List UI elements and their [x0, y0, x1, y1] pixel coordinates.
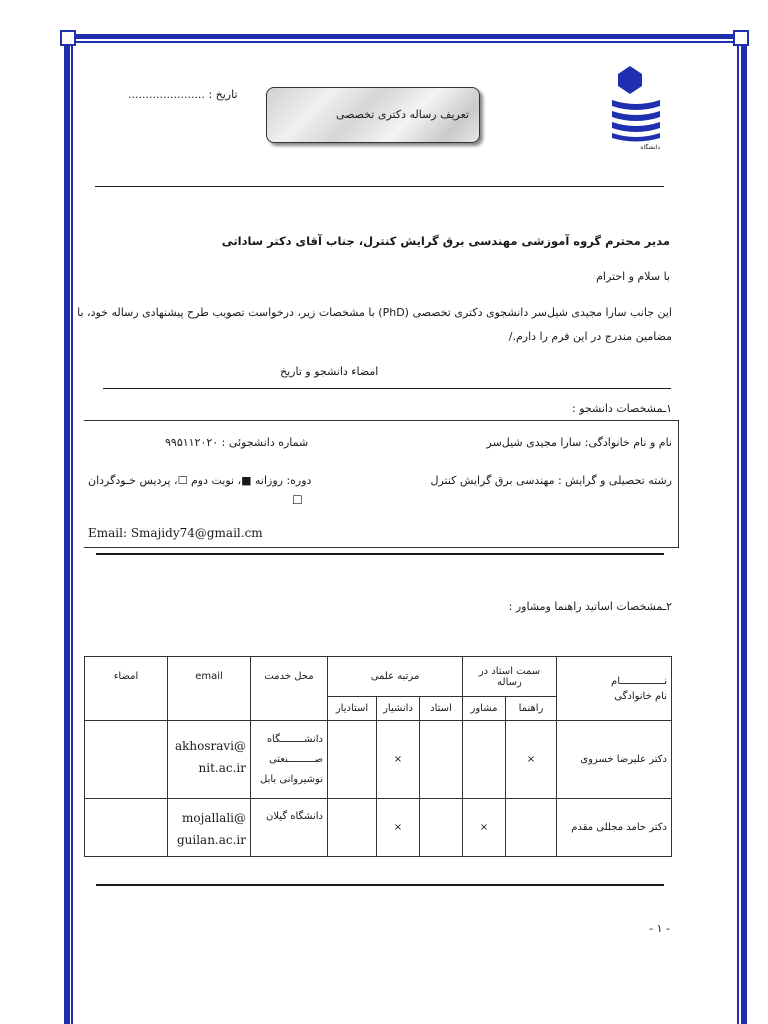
letter-body-line2: مضامین مندرج در این فرم را دارم./	[508, 330, 672, 343]
table-divider	[96, 884, 664, 886]
advisors-section-title: ۲ـمشخصات اساتید راهنما ومشاور :	[508, 600, 672, 613]
page-frame-left	[64, 34, 70, 1024]
form-title-box	[266, 87, 480, 143]
page-frame-top	[64, 34, 747, 39]
advisor-email	[168, 721, 251, 799]
advisor-workplace	[251, 799, 328, 857]
student-course[interactable]: دوره: روزانه ■، نوبت دوم ☐، پردیس خـودگردان	[88, 474, 312, 487]
advisor-workplace	[251, 721, 328, 799]
workplace-line2: صـــــــــنعتی	[268, 753, 323, 765]
university-logo	[608, 64, 664, 154]
cell-advisor	[463, 721, 506, 799]
date-label: تاریخ :	[208, 88, 238, 101]
workplace-line3: نوشیروانی بابل	[260, 773, 323, 785]
logo-caption: دانشگاه	[640, 144, 660, 151]
letter-body-line1: این جانب سارا مجیدی شیل‌سر دانشجوی دکتری تخصصی (PhD) با مشخصات زیر، درخواست تصویب طرح پیشنهادی رساله خود، با	[77, 306, 672, 319]
header-name: نـــــــــــــــام	[611, 675, 667, 687]
cell-assoc: ×	[377, 799, 420, 857]
advisors-table	[84, 656, 672, 857]
course-checkbox[interactable]: ☐	[292, 493, 303, 507]
student-section-title: ۱ـمشخصات دانشجو :	[572, 402, 672, 415]
cell-guide	[506, 799, 557, 857]
email-line2: guilan.ac.ir	[176, 833, 246, 847]
cell-assoc: ×	[377, 721, 420, 799]
cell-advisor: ×	[463, 799, 506, 857]
cell-assist	[328, 721, 377, 799]
email-line1: akhosravi@	[174, 739, 246, 753]
email-line2: nit.ac.ir	[198, 761, 246, 775]
advisor-signature	[85, 721, 168, 799]
header-signature: امضاء	[85, 657, 168, 721]
header-divider	[95, 186, 664, 187]
header-name-cell	[557, 657, 672, 721]
cell-prof	[420, 799, 463, 857]
header-family: نام خانوادگی	[614, 690, 667, 702]
date-placeholder[interactable]: ......................	[128, 88, 205, 101]
page-frame-right-inner	[737, 40, 739, 1024]
student-id: شماره دانشجوئی : ۹۹۵۱۱۲۰۲۰	[165, 436, 309, 449]
letter-greeting: با سلام و احترام	[596, 270, 670, 283]
student-divider	[96, 553, 664, 555]
advisor-name: دکتر علیرضا خسروی	[557, 721, 672, 799]
letter-addressee: مدیر محترم گروه آموزشی مهندسی برق گرایش کنترل، جناب آقای دکتر ساداتی	[221, 234, 670, 248]
date-field	[128, 88, 238, 101]
table-row	[85, 799, 672, 857]
cell-prof	[420, 721, 463, 799]
letter-divider	[103, 388, 671, 389]
frame-corner-top-left	[60, 30, 76, 46]
header-email: email	[168, 657, 251, 721]
header-rank-assist: استادیار	[328, 697, 377, 721]
email-line1: mojallali@	[182, 811, 246, 825]
header-role-guide: راهنما	[506, 697, 557, 721]
student-signature-label: امضاء دانشجو و تاریخ	[280, 365, 379, 378]
advisor-signature	[85, 799, 168, 857]
cell-assist	[328, 799, 377, 857]
header-workplace: محل خدمت	[251, 657, 328, 721]
student-name: نام و نام خانوادگی: سارا مجیدی شیل‌سر	[486, 436, 672, 449]
header-rank: مرتبه علمی	[328, 657, 463, 697]
workplace-line1: دانشگاه گیلان	[265, 811, 323, 822]
advisor-name: دکتر حامد مجللی مقدم	[557, 799, 672, 857]
student-email: Email: Smajidy74@gmail.cm	[88, 526, 263, 540]
page-frame-left-inner	[71, 40, 73, 1024]
form-title: تعریف رساله دکتری تخصصی	[335, 108, 469, 121]
cell-guide: ×	[506, 721, 557, 799]
header-rank-assoc: دانشیار	[377, 697, 420, 721]
header-role-advisor: مشاور	[463, 697, 506, 721]
table-row	[85, 721, 672, 799]
page-frame-right	[741, 34, 747, 1024]
header-role: سمت استاد در رساله	[463, 657, 557, 697]
student-major: رشته تحصیلی و گرایش : مهندسی برق گرایش کنترل	[430, 474, 672, 487]
page-frame-top-inner	[71, 41, 739, 43]
header-rank-prof: استاد	[420, 697, 463, 721]
frame-corner-top-right	[733, 30, 749, 46]
advisor-email	[168, 799, 251, 857]
workplace-line1: دانشــــــــگاه	[266, 733, 323, 745]
page-number: - ۱ -	[649, 922, 670, 935]
